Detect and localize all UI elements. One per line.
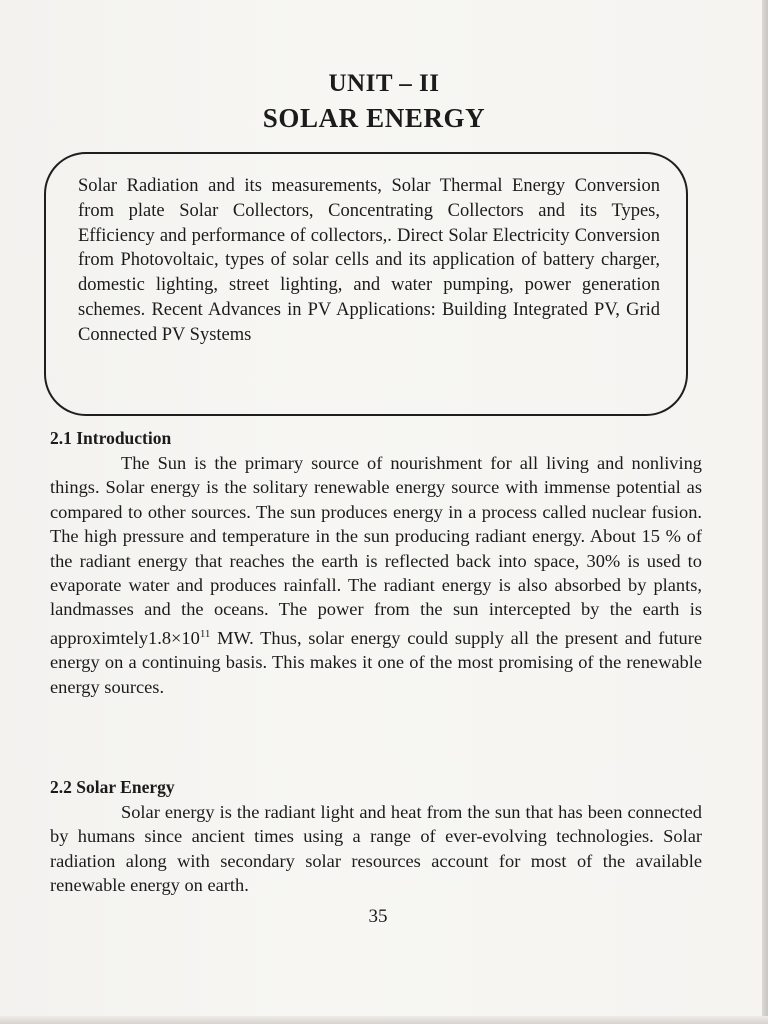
paragraph-text-before-exponent: The Sun is the primary source of nourishment for all living and nonliving things. Solar energy is the solitary renewable energy source with immense potential as compared to other sources. The sun produces energy in a process called nuclear fusion. The high pressure and temperature in the sun producing radiant energy. About 15 % of the radiant energy that reaches the earth is reflected back into space, 30% is used to evaporate water and produces rainfall. The radiant energy is also absorbed by plants, landmasses and the oceans. The power from the sun intercepted by the earth is approximtely1.8×10 — [50, 453, 702, 648]
chapter-title: SOLAR ENERGY — [262, 103, 486, 133]
unit-heading: UNIT – II — [328, 70, 440, 97]
section-paragraph-solar-energy: Solar energy is the radiant light and heat from the sun that has been connected by humans since ancient times using a range of ever-evolving technologies. Solar radiation along with secondary solar resources account for most of the available renewable energy on earth. — [50, 802, 702, 896]
page-bottom-edge — [0, 1016, 768, 1024]
exponent: 11 — [199, 627, 211, 640]
page-edge — [762, 0, 768, 1024]
section-heading-introduction: 2.1 Introduction — [50, 428, 172, 448]
syllabus-text: Solar Radiation and its measurements, Solar Thermal Energy Conversion from plate Solar Collectors, Concentrating Collectors and its Types, Efficiency and performance of collectors,. Direct Solar Electricity Conversion from Photovoltaic, types of solar cells and its application of battery charger, domestic lighting, street lighting, and water pumping, power generation schemes. Recent Advances in PV Applications: Building Integrated PV, Grid Connected PV Systems — [78, 176, 660, 345]
paragraph-text-after-exponent: MW. Thus, solar energy could supply all the present and future energy on a continuing basis. This makes it one of the most promising of the renewable energy sources. — [50, 627, 702, 697]
section-paragraph-introduction — [50, 451, 702, 699]
page-number: 35 — [368, 906, 388, 927]
section-heading-solar-energy: 2.2 Solar Energy — [50, 777, 175, 797]
